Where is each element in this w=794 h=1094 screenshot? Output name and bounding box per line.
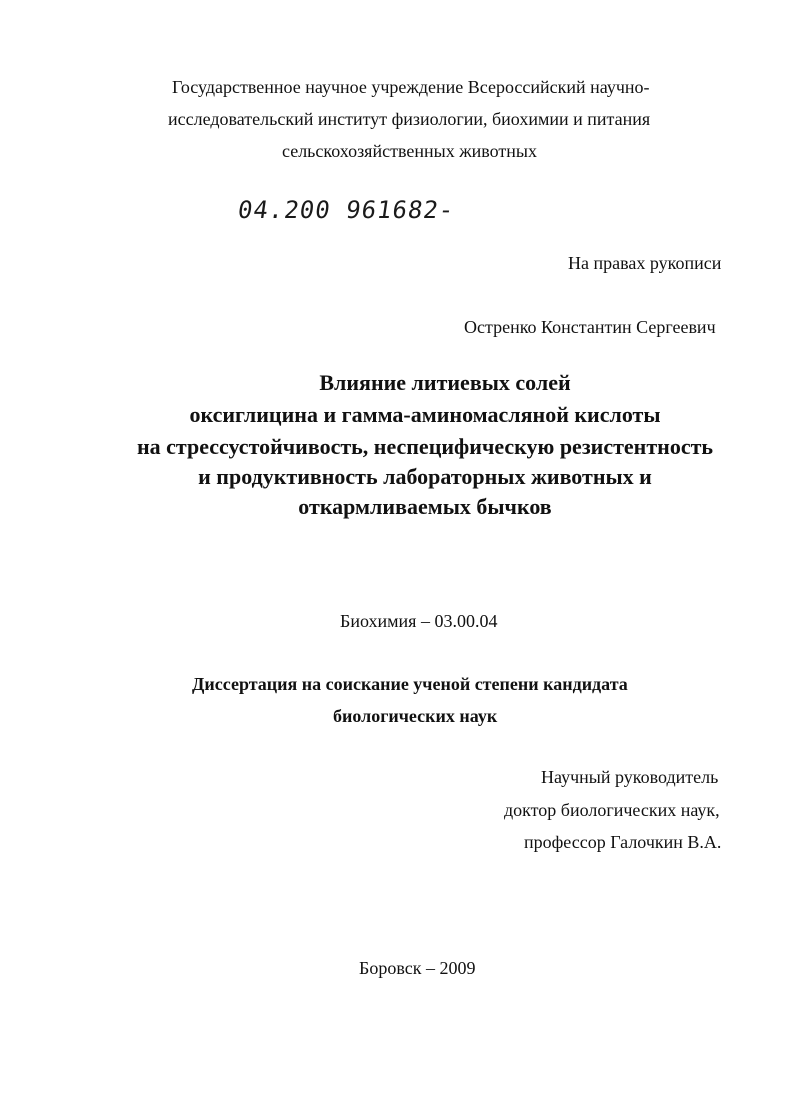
author-name: Остренко Константин Сергеевич xyxy=(464,317,716,337)
supervisor-line-2: доктор биологических наук, xyxy=(504,800,720,820)
handwritten-stamp-number: 04.200 961682- xyxy=(236,196,457,224)
supervisor-line-1: Научный руководитель xyxy=(541,767,719,787)
title-line-1: Влияние литиевых солей xyxy=(319,370,571,395)
rights-note: На правах рукописи xyxy=(568,253,722,273)
supervisor-line-3: профессор Галочкин В.А. xyxy=(524,832,722,852)
title-line-4: и продуктивность лабораторных животных и xyxy=(198,464,652,489)
dissertation-line-2: биологических наук xyxy=(333,706,498,726)
place-year: Боровск – 2009 xyxy=(359,958,476,978)
title-line-3: на стрессустойчивость, неспецифическую резистентность xyxy=(136,434,714,459)
institution-line-3: сельскохозяйственных животных xyxy=(282,141,537,161)
title-line-2: оксиглицина и гамма-аминомасляной кислоты xyxy=(189,402,661,427)
title-line-5: откармливаемых бычков xyxy=(298,494,552,519)
institution-line-1: Государственное научное учреждение Всероссийский научно- xyxy=(172,77,650,97)
institution-line-2: исследовательский институт физиологии, биохимии и питания xyxy=(168,109,651,129)
specialty: Биохимия – 03.00.04 xyxy=(340,611,498,631)
dissertation-line-1: Диссертация на соискание ученой степени кандидата xyxy=(192,674,628,694)
